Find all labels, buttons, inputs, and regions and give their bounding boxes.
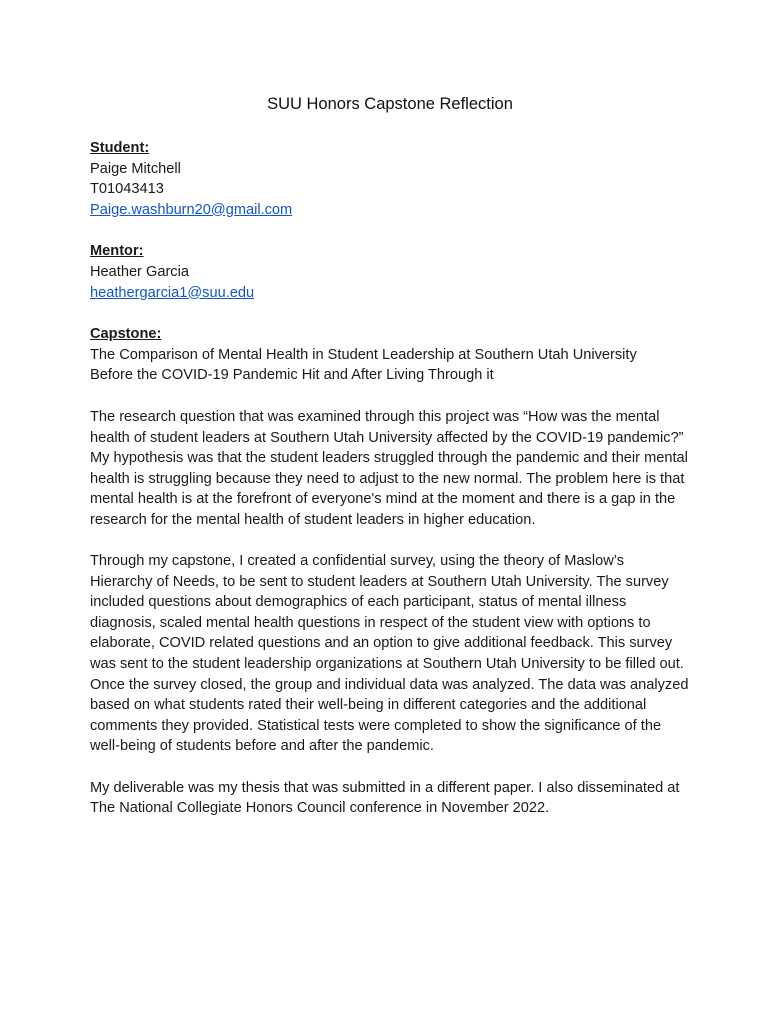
student-email-link[interactable]: Paige.washburn20@gmail.com: [90, 201, 293, 218]
mentor-email-link[interactable]: heathergarcia1@suu.edu: [90, 284, 255, 301]
capstone-section: [90, 324, 690, 386]
capstone-title-line-1: The Comparison of Mental Health in Student Leadership at Southern Utah University: [90, 346, 637, 363]
student-heading: Student:: [90, 140, 150, 156]
capstone-title-line-2: Before the COVID-19 Pandemic Hit and After Living Through it: [90, 367, 494, 384]
methodology-paragraph: Through my capstone, I created a confidential survey, using the theory of Maslow’s Hierarchy of Needs, to be sent to student leaders at Southern Utah University. The survey included questions about demographics of each participant, status of mental illness diagnosis, scaled mental health questions in respect of the student view with options to elaborate, COVID related questions and an option to give additional feedback. This survey was sent to the student leadership organizations at Southern Utah University to be filled out. Once the survey closed, the group and individual data was analyzed. The data was analyzed based on what students rated their well-being in different categories and the additional comments they provided. Statistical tests were completed to show the significance of the well-being of students before and after the pandemic.: [90, 553, 689, 755]
capstone-heading: Capstone:: [90, 326, 162, 343]
student-name: Paige Mitchell: [90, 160, 181, 177]
mentor-name: Heather Garcia: [90, 263, 189, 280]
student-section: [90, 138, 690, 220]
document-content: [90, 92, 690, 839]
deliverable-paragraph: My deliverable was my thesis that was submitted in a different paper. I also disseminated at The National Collegiate Honors Council conference in November 2022.: [90, 779, 680, 817]
research-question-paragraph: The research question that was examined through this project was “How was the mental health of student leaders at Southern Utah University affected by the COVID-19 pandemic?” My hypothesis was that the student leaders struggled through the pandemic and their mental health is struggling because they need to adjust to the new normal. The problem here is that mental health is at the forefront of everyone's mind at the moment and there is a gap in the research for the mental health of student leaders in higher education.: [90, 408, 688, 528]
document-title: SUU Honors Capstone Reflection: [267, 95, 513, 113]
mentor-heading: Mentor:: [90, 243, 144, 260]
mentor-section: [90, 241, 690, 303]
student-id: T01043413: [90, 181, 164, 198]
